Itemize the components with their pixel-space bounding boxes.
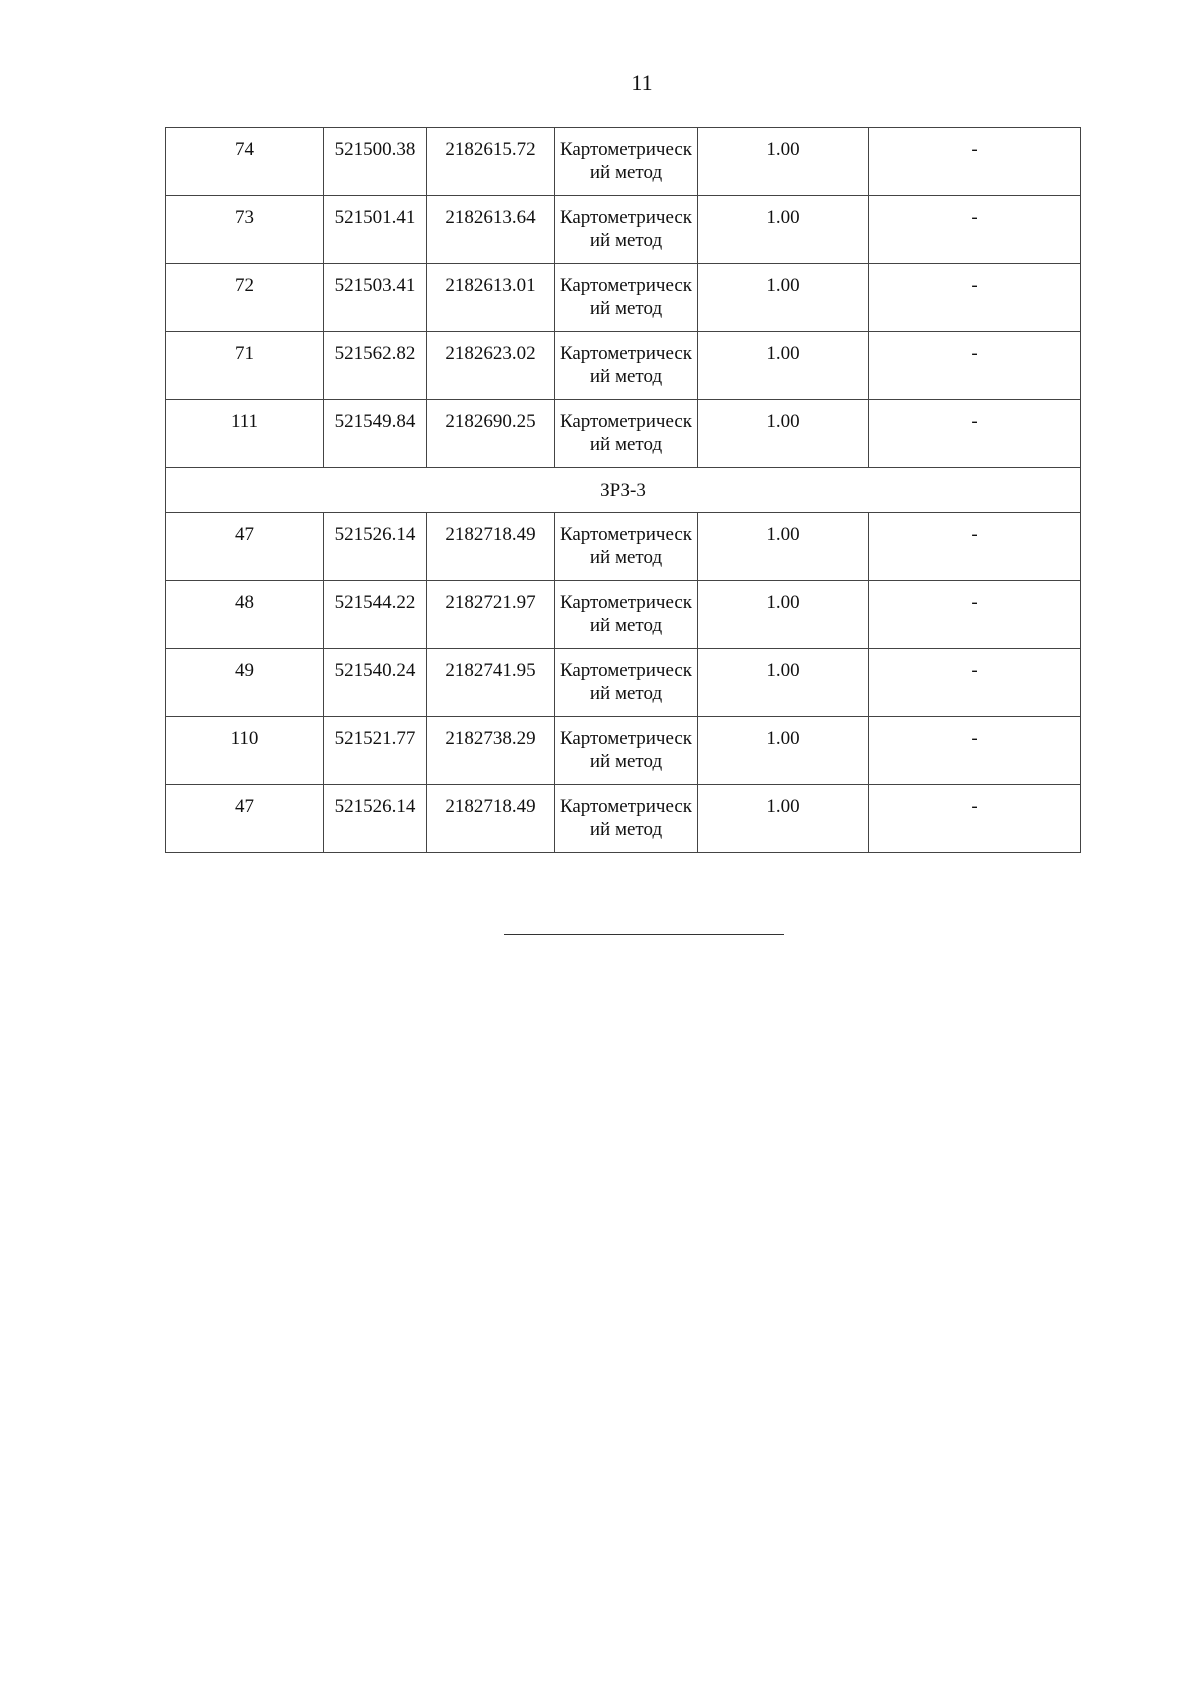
note-cell: - bbox=[869, 785, 1081, 853]
method-text: Картометрический метод bbox=[559, 207, 693, 251]
method-cell bbox=[555, 400, 698, 468]
method-text: Картометрический метод bbox=[559, 592, 693, 636]
method-text: Картометрический метод bbox=[559, 660, 693, 704]
end-divider-line bbox=[504, 934, 784, 935]
note-cell: - bbox=[869, 513, 1081, 581]
point-number-cell: 74 bbox=[166, 128, 324, 196]
method-cell bbox=[555, 332, 698, 400]
accuracy-cell: 1.00 bbox=[698, 649, 869, 717]
table-row bbox=[166, 128, 1081, 196]
y-coordinate-cell: 2182741.95 bbox=[427, 649, 555, 717]
table-row bbox=[166, 717, 1081, 785]
note-cell: - bbox=[869, 717, 1081, 785]
note-cell: - bbox=[869, 332, 1081, 400]
x-coordinate-cell: 521526.14 bbox=[324, 785, 427, 853]
method-text: Картометрический метод bbox=[559, 139, 693, 183]
method-cell bbox=[555, 264, 698, 332]
accuracy-cell: 1.00 bbox=[698, 332, 869, 400]
accuracy-cell: 1.00 bbox=[698, 717, 869, 785]
table-row bbox=[166, 196, 1081, 264]
x-coordinate-cell: 521562.82 bbox=[324, 332, 427, 400]
y-coordinate-cell: 2182738.29 bbox=[427, 717, 555, 785]
y-coordinate-cell: 2182721.97 bbox=[427, 581, 555, 649]
accuracy-cell: 1.00 bbox=[698, 785, 869, 853]
page-number: 11 bbox=[631, 70, 653, 95]
method-text: Картометрический метод bbox=[559, 796, 693, 840]
section-title: ЗРЗ-3 bbox=[166, 468, 1081, 513]
accuracy-cell: 1.00 bbox=[698, 513, 869, 581]
table-row bbox=[166, 332, 1081, 400]
y-coordinate-cell: 2182690.25 bbox=[427, 400, 555, 468]
note-cell: - bbox=[869, 264, 1081, 332]
y-coordinate-cell: 2182623.02 bbox=[427, 332, 555, 400]
table-row bbox=[166, 513, 1081, 581]
method-cell bbox=[555, 785, 698, 853]
table-row bbox=[166, 264, 1081, 332]
y-coordinate-cell: 2182718.49 bbox=[427, 513, 555, 581]
x-coordinate-cell: 521500.38 bbox=[324, 128, 427, 196]
method-cell bbox=[555, 717, 698, 785]
table-row bbox=[166, 785, 1081, 853]
x-coordinate-cell: 521526.14 bbox=[324, 513, 427, 581]
y-coordinate-cell: 2182613.64 bbox=[427, 196, 555, 264]
y-coordinate-cell: 2182615.72 bbox=[427, 128, 555, 196]
x-coordinate-cell: 521544.22 bbox=[324, 581, 427, 649]
method-cell bbox=[555, 128, 698, 196]
x-coordinate-cell: 521503.41 bbox=[324, 264, 427, 332]
point-number-cell: 111 bbox=[166, 400, 324, 468]
section-row bbox=[166, 468, 1081, 513]
x-coordinate-cell: 521501.41 bbox=[324, 196, 427, 264]
x-coordinate-cell: 521549.84 bbox=[324, 400, 427, 468]
note-cell: - bbox=[869, 128, 1081, 196]
table-row bbox=[166, 581, 1081, 649]
note-cell: - bbox=[869, 649, 1081, 717]
y-coordinate-cell: 2182613.01 bbox=[427, 264, 555, 332]
method-text: Картометрический метод bbox=[559, 411, 693, 455]
accuracy-cell: 1.00 bbox=[698, 581, 869, 649]
accuracy-cell: 1.00 bbox=[698, 128, 869, 196]
x-coordinate-cell: 521540.24 bbox=[324, 649, 427, 717]
method-cell bbox=[555, 196, 698, 264]
method-text: Картометрический метод bbox=[559, 524, 693, 568]
y-coordinate-cell: 2182718.49 bbox=[427, 785, 555, 853]
x-coordinate-cell: 521521.77 bbox=[324, 717, 427, 785]
point-number-cell: 47 bbox=[166, 785, 324, 853]
method-text: Картометрический метод bbox=[559, 343, 693, 387]
method-cell bbox=[555, 581, 698, 649]
accuracy-cell: 1.00 bbox=[698, 196, 869, 264]
accuracy-cell: 1.00 bbox=[698, 400, 869, 468]
method-cell bbox=[555, 513, 698, 581]
note-cell: - bbox=[869, 581, 1081, 649]
point-number-cell: 47 bbox=[166, 513, 324, 581]
method-text: Картометрический метод bbox=[559, 728, 693, 772]
point-number-cell: 110 bbox=[166, 717, 324, 785]
accuracy-cell: 1.00 bbox=[698, 264, 869, 332]
method-text: Картометрический метод bbox=[559, 275, 693, 319]
method-cell bbox=[555, 649, 698, 717]
note-cell: - bbox=[869, 400, 1081, 468]
point-number-cell: 49 bbox=[166, 649, 324, 717]
table-row bbox=[166, 649, 1081, 717]
note-cell: - bbox=[869, 196, 1081, 264]
point-number-cell: 73 bbox=[166, 196, 324, 264]
point-number-cell: 48 bbox=[166, 581, 324, 649]
coordinates-table bbox=[165, 127, 1081, 853]
table-row bbox=[166, 400, 1081, 468]
point-number-cell: 72 bbox=[166, 264, 324, 332]
point-number-cell: 71 bbox=[166, 332, 324, 400]
